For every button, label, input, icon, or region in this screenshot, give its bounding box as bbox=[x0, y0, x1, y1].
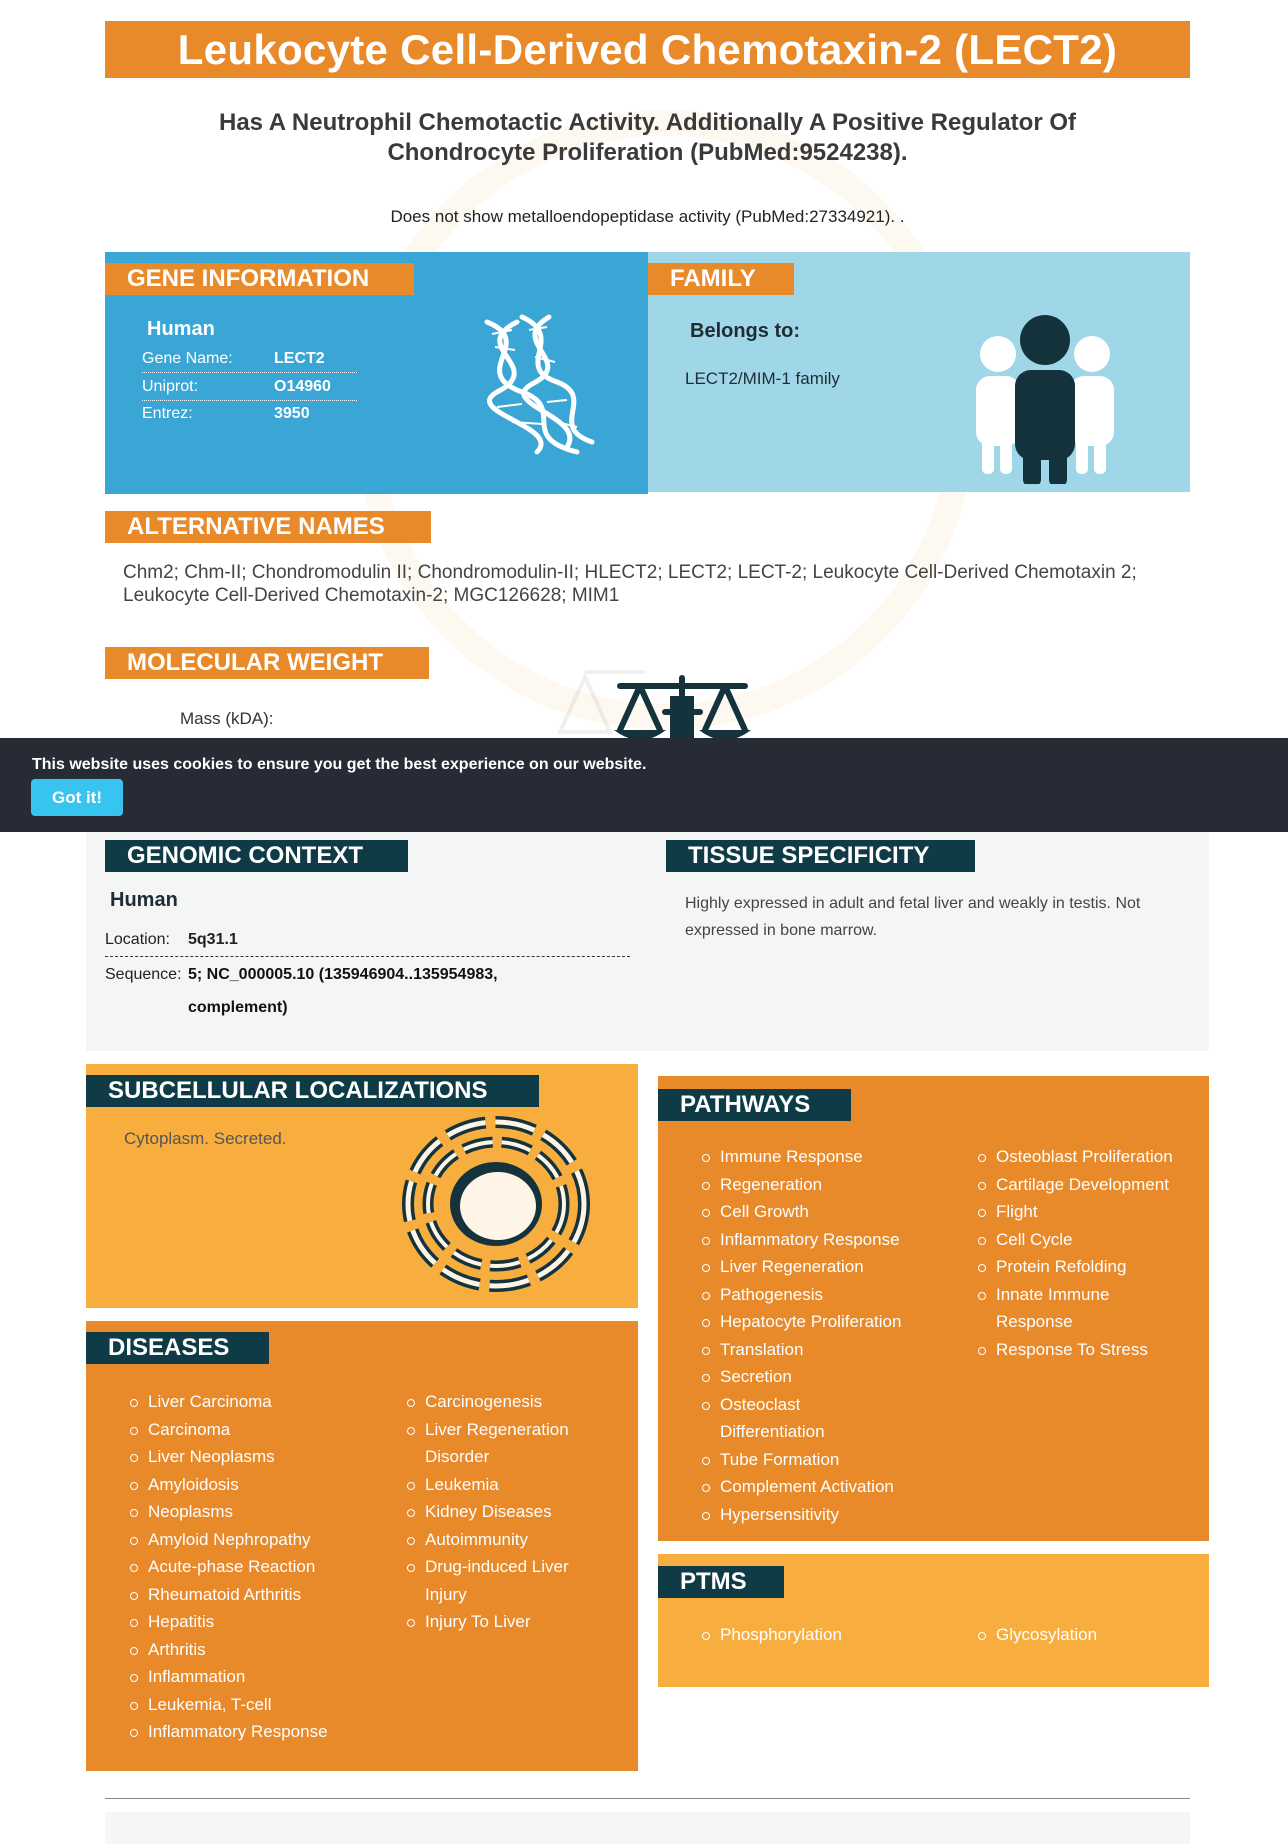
list-item: Tube Formation bbox=[700, 1446, 950, 1474]
diseases-list-col2 bbox=[405, 1388, 605, 1636]
list-item: Regeneration bbox=[700, 1171, 950, 1199]
uniprot-row bbox=[142, 374, 357, 401]
mass-label: Mass (kDA): bbox=[180, 709, 274, 728]
location-row bbox=[105, 927, 630, 957]
subcellular-text: Cytoplasm. Secreted. bbox=[124, 1129, 287, 1148]
list-item: Protein Refolding bbox=[976, 1253, 1191, 1281]
cookie-accept-button[interactable]: Got it! bbox=[31, 779, 123, 816]
function-note: Does not show metalloendopeptidase activity (PubMed:27334921). . bbox=[390, 207, 905, 226]
diseases-list-col1 bbox=[128, 1388, 368, 1746]
list-item: Autoimmunity bbox=[405, 1526, 605, 1554]
page-title: Leukocyte Cell-Derived Chemotaxin-2 (LECT2) bbox=[105, 21, 1190, 78]
list-item: Cell Cycle bbox=[976, 1226, 1191, 1254]
list-item: Hepatocyte Proliferation bbox=[700, 1308, 950, 1336]
alternative-names-text: Chm2; Chm-II; Chondromodulin II; Chondromodulin-II; HLECT2; LECT2; LECT-2; Leukocyte Cell-Derived Chemotaxin 2; Leukocyte Cell-Derived Chemotaxin-2; MGC126628; MIM1 bbox=[123, 562, 1137, 606]
list-item: Inflammation bbox=[128, 1663, 368, 1691]
list-item: Osteoblast Proliferation bbox=[976, 1143, 1191, 1171]
gene-name-row bbox=[142, 346, 357, 373]
molecular-weight-heading: MOLECULAR WEIGHT bbox=[105, 647, 429, 679]
tissue-specificity-text: Highly expressed in adult and fetal liver and weakly in testis. Not expressed in bone marrow. bbox=[685, 895, 1141, 939]
gene-species: Human bbox=[147, 318, 215, 340]
list-item: Amyloidosis bbox=[128, 1471, 368, 1499]
list-item: Secretion bbox=[700, 1363, 950, 1391]
entrez-label: Entrez: bbox=[142, 405, 193, 422]
list-item: Amyloid Nephropathy bbox=[128, 1526, 368, 1554]
gene-name-value: LECT2 bbox=[274, 350, 325, 367]
list-item: Osteoclast Differentiation bbox=[700, 1391, 850, 1446]
list-item: Hypersensitivity bbox=[700, 1501, 950, 1529]
list-item: Complement Activation bbox=[700, 1473, 950, 1501]
genomic-species: Human bbox=[110, 889, 178, 911]
list-item: Carcinogenesis bbox=[405, 1388, 605, 1416]
people-group-icon bbox=[970, 314, 1120, 484]
list-item: Liver Regeneration Disorder bbox=[405, 1416, 605, 1471]
list-item: Liver Regeneration bbox=[700, 1253, 950, 1281]
list-item: Inflammatory Response bbox=[128, 1718, 368, 1746]
list-item: Innate Immune Response bbox=[976, 1281, 1126, 1336]
pathways-heading: PATHWAYS bbox=[658, 1089, 851, 1121]
family-value: LECT2/MIM-1 family bbox=[685, 369, 840, 388]
list-item: Rheumatoid Arthritis bbox=[128, 1581, 368, 1609]
list-item: Neoplasms bbox=[128, 1498, 368, 1526]
belongs-to-label: Belongs to: bbox=[690, 320, 800, 342]
sequence-label: Sequence: bbox=[105, 966, 182, 983]
dna-icon bbox=[467, 312, 597, 462]
list-item: Liver Neoplasms bbox=[128, 1443, 368, 1471]
gene-information-heading: GENE INFORMATION bbox=[105, 263, 414, 295]
subcellular-heading: SUBCELLULAR LOCALIZATIONS bbox=[86, 1075, 539, 1107]
list-item: Hepatitis bbox=[128, 1608, 368, 1636]
uniprot-label: Uniprot: bbox=[142, 378, 199, 395]
list-item: Arthritis bbox=[128, 1636, 368, 1664]
list-item: Immune Response bbox=[700, 1143, 950, 1171]
uniprot-value[interactable]: O14960 bbox=[274, 378, 331, 395]
pathways-list-col2 bbox=[976, 1143, 1191, 1363]
pathways-list-col1 bbox=[700, 1143, 950, 1528]
list-item: Liver Carcinoma bbox=[128, 1388, 368, 1416]
footer-panel bbox=[105, 1812, 1190, 1844]
ptms-list-col1 bbox=[700, 1621, 950, 1649]
diseases-heading: DISEASES bbox=[86, 1332, 269, 1364]
list-item: Kidney Diseases bbox=[405, 1498, 605, 1526]
cookie-banner-text: This website uses cookies to ensure you get the best experience on our website. bbox=[32, 756, 647, 773]
list-item: Acute-phase Reaction bbox=[128, 1553, 368, 1581]
family-heading: FAMILY bbox=[648, 263, 794, 295]
sequence-value: 5; NC_000005.10 (135946904..135954983, complement) bbox=[188, 966, 498, 1016]
list-item: Flight bbox=[976, 1198, 1191, 1226]
genomic-context-heading: GENOMIC CONTEXT bbox=[105, 840, 408, 872]
list-item: Pathogenesis bbox=[700, 1281, 950, 1309]
location-value: 5q31.1 bbox=[188, 931, 238, 948]
entrez-value[interactable]: 3950 bbox=[274, 405, 310, 422]
list-item: Carcinoma bbox=[128, 1416, 368, 1444]
list-item: Leukemia bbox=[405, 1471, 605, 1499]
gene-name-label: Gene Name: bbox=[142, 350, 233, 367]
entrez-row bbox=[142, 401, 357, 428]
cookie-banner bbox=[0, 738, 1288, 832]
list-item: Injury To Liver bbox=[405, 1608, 605, 1636]
list-item: Leukemia, T-cell bbox=[128, 1691, 368, 1719]
list-item: Phosphorylation bbox=[700, 1621, 950, 1649]
tissue-specificity-heading: TISSUE SPECIFICITY bbox=[666, 840, 975, 872]
list-item: Cell Growth bbox=[700, 1198, 950, 1226]
scale-icon bbox=[540, 652, 770, 740]
list-item: Response To Stress bbox=[976, 1336, 1191, 1364]
location-label: Location: bbox=[105, 931, 170, 948]
list-item: Drug-induced Liver Injury bbox=[405, 1553, 605, 1608]
page-subtitle: Has A Neutrophil Chemotactic Activity. Additionally A Positive Regulator Of Chondrocyte Proliferation (PubMed:9524238). bbox=[218, 109, 1076, 166]
list-item: Glycosylation bbox=[976, 1621, 1176, 1649]
alternative-names-heading: ALTERNATIVE NAMES bbox=[105, 511, 431, 543]
section-divider bbox=[105, 1798, 1190, 1799]
mitochondrion-icon bbox=[396, 1106, 596, 1301]
ptms-heading: PTMS bbox=[658, 1566, 784, 1598]
list-item: Translation bbox=[700, 1336, 950, 1364]
list-item: Inflammatory Response bbox=[700, 1226, 950, 1254]
ptms-list-col2 bbox=[976, 1621, 1176, 1649]
list-item: Cartilage Development bbox=[976, 1171, 1191, 1199]
